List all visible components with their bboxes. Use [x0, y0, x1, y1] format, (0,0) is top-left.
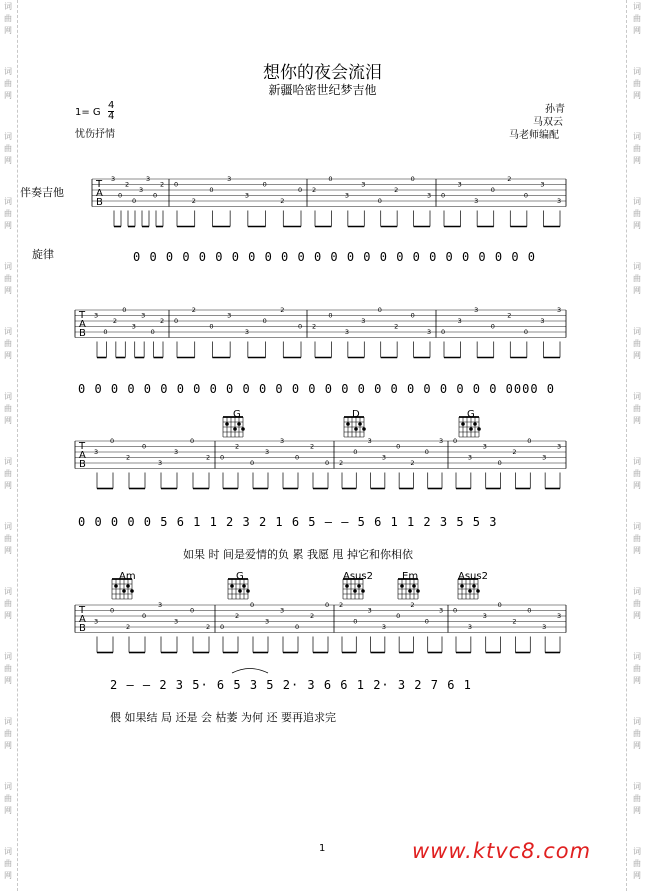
- fret-number: 0: [190, 437, 195, 445]
- chord-finger-dot: [126, 584, 130, 588]
- chord-finger-dot: [357, 584, 361, 588]
- watermark-glyph: 曲: [4, 79, 12, 88]
- tab-clef-letter: T: [79, 441, 86, 452]
- fret-number: 0: [527, 437, 532, 445]
- fret-number: 3: [482, 612, 487, 620]
- watermark-glyph: 曲: [633, 339, 641, 348]
- chord-finger-dot: [233, 427, 237, 431]
- fret-number: 2: [126, 623, 131, 631]
- chord-finger-dot: [477, 427, 481, 431]
- chord-finger-dot: [238, 589, 242, 593]
- fret-number: 2: [125, 180, 130, 189]
- watermark-glyph: 网: [4, 741, 12, 750]
- fret-number: 3: [280, 437, 285, 445]
- fret-number: 0: [209, 322, 214, 331]
- chord-finger-dot: [400, 584, 404, 588]
- watermark-glyph: 网: [4, 871, 12, 880]
- fret-number: 0: [298, 186, 303, 194]
- chord-name-3: G: [467, 409, 475, 420]
- lyrics-row-3: 如果 时 间是爱情的负 累 我愿 甩 掉它和你相依: [183, 548, 413, 561]
- chord-finger-dot: [473, 422, 477, 426]
- key-signature: 1= G: [75, 107, 101, 118]
- chord-finger-dot: [460, 584, 464, 588]
- watermark-glyph: 词: [4, 132, 12, 141]
- fret-number: 0: [209, 186, 214, 194]
- watermark-glyph: 曲: [4, 274, 12, 283]
- fret-number: 0: [527, 606, 532, 615]
- watermark-glyph: 词: [4, 2, 12, 11]
- fret-number: 3: [457, 180, 462, 189]
- fret-number: 2: [310, 442, 315, 451]
- notation-row-3: 0 0 0 0 0 5 6 1 1 2 3 2 1 6 5 – – 5 6 1 1 2 3 5 5 3: [78, 515, 498, 529]
- watermark-glyph: 曲: [633, 794, 641, 803]
- watermark-glyph: 网: [4, 351, 12, 360]
- watermark-glyph: 曲: [633, 79, 641, 88]
- watermark-glyph: 词: [4, 457, 12, 466]
- fret-number: 0: [523, 328, 528, 336]
- fret-number: 3: [427, 328, 432, 336]
- watermark-glyph: 网: [633, 871, 641, 880]
- fret-number: 3: [94, 311, 99, 320]
- fret-number: 2: [280, 306, 285, 314]
- chord-name-7: Em: [402, 571, 419, 582]
- fret-number: 3: [361, 317, 366, 325]
- fret-number: 3: [427, 191, 432, 200]
- watermark-glyph: 网: [4, 91, 12, 100]
- lyricist: 孙青: [545, 104, 565, 115]
- fret-number: 3: [467, 623, 472, 631]
- fret-number: 0: [396, 442, 401, 451]
- fret-number: 2: [410, 459, 415, 467]
- chord-finger-dot: [354, 427, 358, 431]
- fret-number: 2: [339, 459, 344, 467]
- song-title: 想你的夜会流泪: [263, 63, 382, 83]
- fret-number: 2: [507, 311, 512, 320]
- melody-track-label: 旋律: [32, 248, 54, 261]
- watermark-glyph: 网: [633, 741, 641, 750]
- fret-number: 3: [439, 437, 444, 445]
- chord-finger-dot: [353, 589, 357, 593]
- watermark-glyph: 网: [4, 286, 12, 295]
- fret-number: 3: [158, 601, 163, 609]
- fret-number: 3: [557, 612, 562, 620]
- fret-number: 3: [265, 448, 270, 456]
- fret-number: 0: [295, 453, 300, 462]
- chord-finger-dot: [358, 422, 362, 426]
- fret-number: 0: [142, 442, 147, 451]
- fret-number: 0: [295, 623, 300, 631]
- fret-number: 3: [265, 617, 270, 626]
- watermark-glyph: 曲: [633, 144, 641, 153]
- tab-clef-letter: B: [79, 459, 86, 470]
- chord-finger-dot: [476, 589, 480, 593]
- watermark-glyph: 网: [633, 91, 641, 100]
- chord-finger-dot: [246, 589, 250, 593]
- fret-number: 0: [262, 180, 267, 189]
- fret-number: 0: [453, 437, 458, 445]
- composer: 马双云: [533, 117, 563, 128]
- watermark-glyph: 词: [633, 197, 641, 206]
- fret-number: 3: [542, 623, 547, 631]
- chord-name-5: G: [236, 571, 244, 582]
- fret-number: 0: [353, 448, 358, 456]
- fret-number: 3: [540, 317, 545, 325]
- fret-number: 3: [344, 328, 349, 336]
- watermark-glyph: 曲: [4, 144, 12, 153]
- tab-clef-letter: T: [79, 310, 86, 321]
- fret-number: 0: [410, 175, 415, 183]
- fret-number: 2: [235, 442, 240, 451]
- arranger: 马老师编配: [509, 130, 559, 141]
- chord-finger-dot: [416, 589, 420, 593]
- fret-number: 2: [191, 197, 196, 205]
- watermark-glyph: 网: [633, 416, 641, 425]
- chord-finger-dot: [469, 427, 473, 431]
- fret-number: 0: [142, 612, 147, 620]
- fret-number: 3: [457, 317, 462, 325]
- watermark-glyph: 词: [633, 522, 641, 531]
- guitar-track-label: 伴奏吉他: [20, 186, 64, 199]
- fret-number: 3: [467, 453, 472, 462]
- fret-number: 0: [377, 306, 382, 314]
- fret-number: 0: [220, 623, 225, 631]
- chord-finger-dot: [468, 589, 472, 593]
- watermark-glyph: 词: [4, 847, 12, 856]
- fret-number: 0: [325, 459, 330, 467]
- watermark-glyph: 网: [633, 26, 641, 35]
- fret-number: 2: [112, 317, 117, 325]
- tab-clef-letter: T: [79, 605, 86, 616]
- fret-number: 0: [490, 186, 495, 194]
- fret-number: 0: [153, 191, 158, 200]
- fret-number: 0: [262, 317, 267, 325]
- watermark-glyph: 曲: [4, 794, 12, 803]
- watermark-glyph: 网: [4, 611, 12, 620]
- slur: [232, 669, 268, 674]
- fret-number: 3: [94, 448, 99, 456]
- fret-number: 3: [344, 191, 349, 200]
- chord-finger-dot: [130, 589, 134, 593]
- fret-number: 0: [497, 601, 502, 609]
- fret-number: 2: [191, 306, 196, 314]
- fret-number: 0: [220, 453, 225, 462]
- watermark-glyph: 曲: [4, 664, 12, 673]
- watermark-glyph: 词: [633, 782, 641, 791]
- fret-number: 3: [227, 175, 232, 183]
- watermark-glyph: 词: [633, 327, 641, 336]
- watermark-glyph: 网: [4, 481, 12, 490]
- watermark-glyph: 网: [633, 286, 641, 295]
- fret-number: 0: [396, 612, 401, 620]
- fret-number: 3: [244, 328, 249, 336]
- fret-number: 0: [328, 175, 333, 183]
- watermark-glyph: 曲: [4, 404, 12, 413]
- fret-number: 2: [206, 623, 211, 631]
- watermark-glyph: 网: [4, 676, 12, 685]
- page-number: 1: [319, 843, 326, 854]
- fret-number: 2: [512, 448, 517, 456]
- chord-name-4: Am: [119, 571, 136, 582]
- fret-number: 3: [158, 459, 163, 467]
- fret-number: 2: [312, 186, 317, 194]
- chord-finger-dot: [241, 427, 245, 431]
- lyrics-row-4: 偎 如果结 局 还是 会 枯萎 为何 还 要再追求完: [110, 711, 336, 724]
- chord-finger-dot: [345, 584, 349, 588]
- fret-number: 3: [557, 306, 562, 314]
- fret-number: 3: [557, 197, 562, 205]
- chord-finger-dot: [237, 422, 241, 426]
- fret-number: 3: [381, 623, 386, 631]
- chord-finger-dot: [230, 584, 234, 588]
- watermark-glyph: 曲: [4, 534, 12, 543]
- fret-number: 0: [122, 306, 127, 314]
- mood-marking: 忧伤抒情: [75, 129, 115, 140]
- watermark-glyph: 曲: [633, 14, 641, 23]
- watermark-glyph: 网: [633, 806, 641, 815]
- watermark-glyph: 曲: [633, 664, 641, 673]
- tab-clef-letter: T: [96, 179, 103, 190]
- fret-number: 0: [103, 328, 108, 336]
- watermark-glyph: 网: [633, 221, 641, 230]
- tab-clef-letter: A: [79, 614, 86, 625]
- fret-number: 2: [160, 317, 165, 325]
- watermark-glyph: 网: [4, 546, 12, 555]
- watermark-glyph: 网: [4, 806, 12, 815]
- chord-name-6: Asus2: [343, 571, 373, 582]
- fret-number: 0: [174, 180, 179, 189]
- fret-number: 0: [424, 617, 429, 626]
- fret-number: 2: [339, 601, 344, 609]
- fret-number: 0: [377, 197, 382, 205]
- fret-number: 0: [490, 322, 495, 331]
- chord-finger-dot: [472, 584, 476, 588]
- tab-clef-letter: A: [79, 319, 86, 330]
- watermark-glyph: 词: [4, 67, 12, 76]
- tab-clef-letter: B: [96, 197, 103, 208]
- watermark-glyph: 曲: [4, 859, 12, 868]
- fret-number: 2: [394, 186, 399, 194]
- chord-finger-dot: [412, 584, 416, 588]
- notation-row-2: 0 0 0 0 0 0 0 0 0 0 0 0 0 0 0 0 0 0 0 0 0 0 0 0 0 0 0000 0: [78, 382, 556, 396]
- fret-number: 3: [439, 606, 444, 615]
- fret-number: 3: [367, 437, 372, 445]
- fret-number: 2: [310, 612, 315, 620]
- fret-number: 3: [141, 311, 146, 320]
- watermark-glyph: 词: [4, 327, 12, 336]
- watermark-glyph: 曲: [633, 599, 641, 608]
- fret-number: 3: [474, 306, 479, 314]
- tab-clef-letter: A: [79, 450, 86, 461]
- fret-number: 0: [150, 328, 155, 336]
- fret-number: 0: [328, 311, 333, 320]
- watermark-glyph: 词: [4, 197, 12, 206]
- fret-number: 0: [441, 191, 446, 200]
- fret-number: 3: [244, 191, 249, 200]
- watermark-glyph: 曲: [4, 599, 12, 608]
- chord-finger-dot: [362, 427, 366, 431]
- watermark-glyph: 词: [633, 717, 641, 726]
- watermark-glyph: 曲: [633, 469, 641, 478]
- fret-number: 0: [110, 606, 115, 615]
- fret-number: 0: [523, 191, 528, 200]
- watermark-glyph: 网: [633, 611, 641, 620]
- fret-number: 0: [174, 317, 179, 325]
- tab-clef-letter: B: [79, 328, 86, 339]
- tab-clef-letter: A: [96, 188, 103, 199]
- fret-number: 0: [250, 601, 255, 609]
- fret-number: 3: [540, 180, 545, 189]
- chord-finger-dot: [225, 422, 229, 426]
- chord-finger-dot: [361, 589, 365, 593]
- fret-number: 3: [482, 442, 487, 451]
- fret-number: 3: [280, 606, 285, 615]
- tab-clef-letter: B: [79, 623, 86, 634]
- notation-row-1: 0 0 0 0 0 0 0 0 0 0 0 0 0 0 0 0 0 0 0 0 0 0 0 0 0: [133, 250, 537, 264]
- watermark-glyph: 网: [4, 416, 12, 425]
- time-signature-top: 4: [108, 100, 115, 111]
- chord-finger-dot: [408, 589, 412, 593]
- watermark-glyph: 网: [633, 156, 641, 165]
- chord-name-2: D: [352, 409, 360, 420]
- fret-number: 0: [250, 459, 255, 467]
- watermark-glyph: 曲: [4, 339, 12, 348]
- fret-number: 0: [118, 191, 123, 200]
- watermark-glyph: 曲: [633, 274, 641, 283]
- fret-number: 0: [424, 448, 429, 456]
- notation-row-4: 2 – – 2 3 5· 6 5 3 5 2· 3 6 6 1 2· 3 2 7 6 1: [110, 678, 472, 692]
- fret-number: 3: [474, 197, 479, 205]
- watermark-glyph: 网: [4, 156, 12, 165]
- fret-number: 2: [312, 322, 317, 331]
- fret-number: 2: [512, 617, 517, 626]
- watermark-glyph: 曲: [633, 209, 641, 218]
- fret-number: 3: [557, 442, 562, 451]
- watermark-glyph: 词: [633, 457, 641, 466]
- watermark-glyph: 词: [4, 652, 12, 661]
- watermark-glyph: 网: [633, 546, 641, 555]
- fret-number: 3: [542, 453, 547, 462]
- watermark-glyph: 曲: [4, 729, 12, 738]
- watermark-glyph: 词: [4, 392, 12, 401]
- watermark-glyph: 曲: [633, 404, 641, 413]
- watermark-glyph: 词: [633, 132, 641, 141]
- fret-number: 0: [353, 617, 358, 626]
- watermark-glyph: 曲: [4, 14, 12, 23]
- watermark-glyph: 词: [4, 782, 12, 791]
- watermark-glyph: 曲: [633, 534, 641, 543]
- watermark-glyph: 网: [4, 221, 12, 230]
- fret-number: 0: [410, 311, 415, 320]
- fret-number: 0: [441, 328, 446, 336]
- fret-number: 3: [139, 186, 144, 194]
- fret-number: 2: [410, 601, 415, 609]
- chord-finger-dot: [346, 422, 350, 426]
- watermark-glyph: 词: [4, 522, 12, 531]
- fret-number: 3: [361, 180, 366, 189]
- fret-number: 3: [146, 175, 151, 183]
- fret-number: 3: [174, 448, 179, 456]
- chord-finger-dot: [242, 584, 246, 588]
- watermark-glyph: 曲: [4, 469, 12, 478]
- fret-number: 3: [367, 606, 372, 615]
- site-url: www.ktvc8.com: [412, 839, 592, 863]
- fret-number: 0: [497, 459, 502, 467]
- time-signature-bottom: 4: [108, 111, 115, 122]
- fret-number: 0: [110, 437, 115, 445]
- chord-name-8: Asus2: [458, 571, 488, 582]
- watermark-glyph: 词: [633, 847, 641, 856]
- watermark-glyph: 词: [633, 67, 641, 76]
- watermark-glyph: 曲: [633, 729, 641, 738]
- fret-number: 3: [111, 175, 116, 183]
- fret-number: 2: [235, 612, 240, 620]
- fret-number: 2: [126, 453, 131, 462]
- watermark-glyph: 词: [633, 2, 641, 11]
- fret-number: 0: [298, 322, 303, 331]
- watermark-glyph: 词: [4, 587, 12, 596]
- chord-name-1: G: [233, 409, 241, 420]
- watermark-glyph: 网: [4, 26, 12, 35]
- song-subtitle: 新疆哈密世纪梦吉他: [268, 83, 377, 97]
- fret-number: 0: [132, 197, 137, 205]
- watermark-glyph: 词: [633, 587, 641, 596]
- watermark-glyph: 词: [633, 392, 641, 401]
- watermark-glyph: 网: [633, 351, 641, 360]
- fret-number: 0: [190, 606, 195, 615]
- watermark-glyph: 网: [633, 676, 641, 685]
- watermark-glyph: 曲: [4, 209, 12, 218]
- fret-number: 2: [280, 197, 285, 205]
- chord-finger-dot: [114, 584, 118, 588]
- chord-finger-dot: [461, 422, 465, 426]
- fret-number: 3: [94, 617, 99, 626]
- watermark-glyph: 词: [633, 652, 641, 661]
- watermark-glyph: 词: [4, 262, 12, 271]
- fret-number: 3: [381, 453, 386, 462]
- watermark-glyph: 曲: [633, 859, 641, 868]
- watermark-glyph: 词: [4, 717, 12, 726]
- fret-number: 0: [453, 606, 458, 615]
- fret-number: 0: [325, 601, 330, 609]
- fret-number: 2: [507, 175, 512, 183]
- chord-finger-dot: [122, 589, 126, 593]
- fret-number: 3: [174, 617, 179, 626]
- fret-number: 2: [206, 453, 211, 462]
- watermark-glyph: 网: [633, 481, 641, 490]
- fret-number: 2: [160, 180, 165, 189]
- fret-number: 3: [227, 311, 232, 320]
- fret-number: 2: [394, 322, 399, 331]
- fret-number: 3: [131, 322, 136, 331]
- watermark-glyph: 词: [633, 262, 641, 271]
